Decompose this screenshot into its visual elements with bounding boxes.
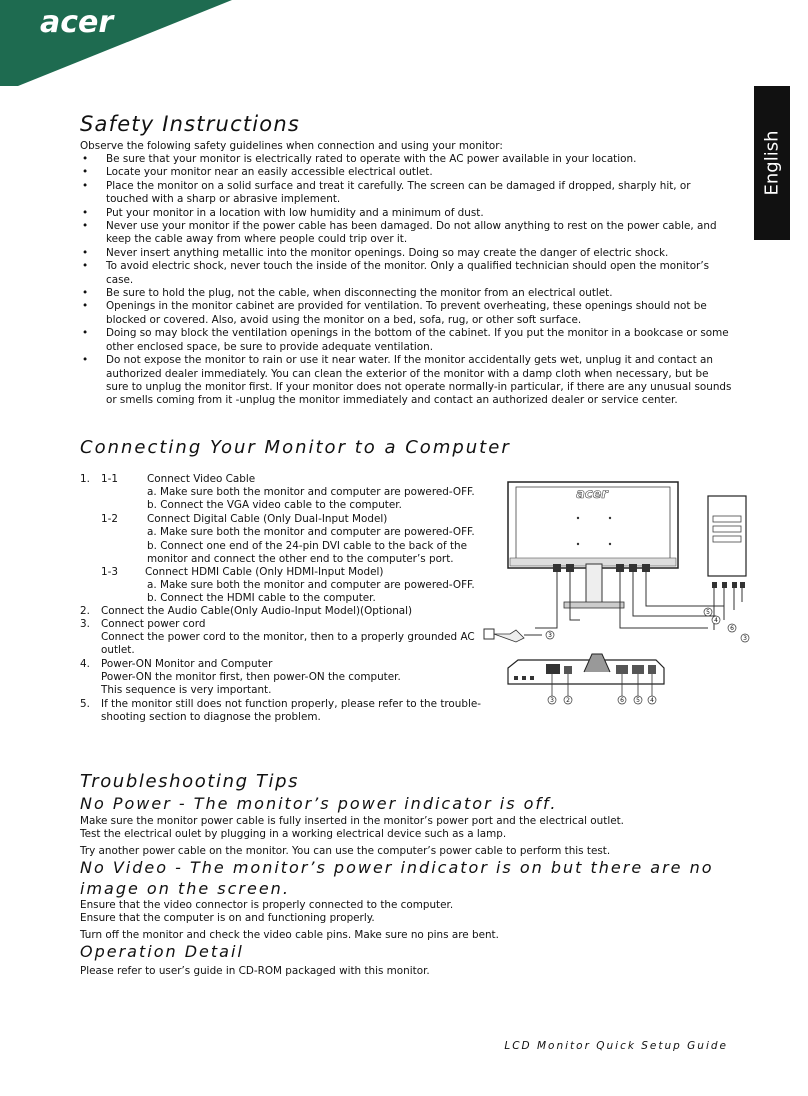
callout-label: 4 bbox=[650, 697, 654, 704]
monitor-base bbox=[564, 602, 624, 608]
callout-label: 3 bbox=[550, 697, 554, 704]
step-title: Connect the Audio Cable(Only Audio-Input Model)(Optional) bbox=[101, 605, 413, 617]
safety-item: • Never use your monitor if the power cable has been damaged. Do not allow anything to rest on the power cable, and keep the cable away from where people could trip over it. bbox=[80, 220, 732, 247]
callout-label: 2 bbox=[566, 697, 570, 704]
safety-item: • To avoid electric shock, never touch the inside of the monitor. Only a qualified technician should open the monitor’s case. bbox=[80, 260, 732, 287]
safety-list bbox=[80, 153, 732, 408]
language-tab-label: English bbox=[761, 130, 783, 196]
callout-label: 6 bbox=[620, 697, 624, 704]
monitor-stand bbox=[586, 564, 602, 604]
substep-number: 1-3 bbox=[101, 566, 118, 578]
footer-guide-title: LCD Monitor Quick Setup Guide bbox=[504, 1040, 728, 1052]
substep-number: 1-1 bbox=[101, 473, 118, 485]
step-detail: Power-ON the monitor first, then power-ON the computer. bbox=[101, 671, 401, 683]
substep-detail: a. Make sure both the monitor and computer are powered-OFF. bbox=[147, 526, 475, 538]
substep-detail: a. Make sure both the monitor and computer are powered-OFF. bbox=[147, 579, 475, 591]
callout-label: 6 bbox=[730, 625, 734, 632]
substep-title: Connect HDMI Cable (Only HDMI-Input Model) bbox=[145, 566, 384, 578]
no-power-heading: No Power - The monitor’s power indicator is off. bbox=[80, 794, 558, 813]
no-power-line: Make sure the monitor power cable is fully inserted in the monitor’s power port and the electrical outlet. bbox=[80, 815, 624, 827]
no-video-line: Ensure that the video connector is properly connected to the computer. bbox=[80, 899, 454, 911]
no-power-line: Try another power cable on the monitor. You can use the computer’s power cable to perform this test. bbox=[80, 845, 611, 857]
step-number: 4. bbox=[80, 658, 90, 670]
safety-item: • Put your monitor in a location with low humidity and a minimum of dust. bbox=[80, 207, 732, 220]
callout-label: 5 bbox=[706, 609, 710, 616]
substep-title: Connect Digital Cable (Only Dual-Input Model) bbox=[147, 513, 388, 525]
step-number: 1. bbox=[80, 473, 90, 485]
substep-number: 1-2 bbox=[101, 513, 118, 525]
no-video-line: Turn off the monitor and check the video cable pins. Make sure no pins are bent. bbox=[80, 929, 499, 941]
callout-label: 5 bbox=[636, 697, 640, 704]
step-title: Connect power cord bbox=[101, 618, 206, 630]
callout-label: 3 bbox=[548, 632, 552, 639]
connecting-title: Connecting Your Monitor to a Computer bbox=[80, 437, 511, 458]
substep-detail: b. Connect one end of the 24-pin DVI cable to the back of the bbox=[147, 540, 468, 552]
step-detail: outlet. bbox=[101, 644, 135, 656]
step-detail: Connect the power cord to the monitor, then to a properly grounded AC bbox=[101, 631, 475, 643]
step-number: 3. bbox=[80, 618, 90, 630]
no-power-line: Test the electrical oulet by plugging in a working electrical device such as a lamp. bbox=[80, 828, 507, 840]
power-plug bbox=[484, 629, 494, 639]
safety-item: • Place the monitor on a solid surface and treat it carefully. The screen can be damaged if dropped, sharply hit, or touched with a sharp or abrasive implement. bbox=[80, 180, 732, 207]
no-video-line: Ensure that the computer is on and functioning properly. bbox=[80, 912, 375, 924]
safety-item: • Openings in the monitor cabinet are provided for ventilation. To prevent overheating, these openings should not be blocked or covered. Also, avoid using the monitor on a bed, sofa, rug, or other soft surface. bbox=[80, 300, 732, 327]
callout-label: 4 bbox=[714, 617, 718, 624]
safety-intro: Observe the folowing safety guidelines when connection and using your monitor: bbox=[80, 140, 503, 152]
safety-item: • Do not expose the monitor to rain or use it near water. If the monitor accidentally gets wet, unplug it and contact an authorized dealer immediately. You can clean the exterior of the monitor with a damp cloth when necessary, but be sure to unplug the monitor first. If your monitor does not operate normally-in particular, if there are any unusual sounds or smells coming from it -unplug the monitor immediately and contact an authorized dealer or service center. bbox=[80, 354, 732, 408]
step-detail: shooting section to diagnose the problem. bbox=[101, 711, 321, 723]
callout-label: 3 bbox=[743, 635, 747, 642]
connection-diagram bbox=[480, 478, 760, 713]
step-detail: This sequence is very important. bbox=[101, 684, 272, 696]
acer-logo-band bbox=[0, 0, 240, 88]
safety-item: • Locate your monitor near an easily accessible electrical outlet. bbox=[80, 166, 732, 179]
substep-detail: b. Connect the VGA video cable to the computer. bbox=[147, 499, 402, 511]
safety-item: • Doing so may block the ventilation openings in the bottom of the cabinet. If you put the monitor in a bookcase or some other enclosed space, be sure to provide adequate ventilation. bbox=[80, 327, 732, 354]
monitor-brand-text: acer bbox=[576, 487, 608, 502]
acer-logo: acer bbox=[40, 5, 114, 40]
operation-heading: Operation Detail bbox=[80, 942, 244, 961]
substep-detail: b. Connect the HDMI cable to the computer. bbox=[147, 592, 376, 604]
substep-title: Connect Video Cable bbox=[147, 473, 256, 485]
no-video-heading: image on the screen. bbox=[80, 879, 290, 898]
substep-detail: monitor and connect the other end to the computer’s port. bbox=[147, 553, 454, 565]
troubleshooting-title: Troubleshooting Tips bbox=[80, 771, 300, 792]
no-video-heading: No Video - The monitor’s power indicator is on but there are no bbox=[80, 858, 714, 877]
step-number: 2. bbox=[80, 605, 90, 617]
operation-line: Please refer to user’s guide in CD-ROM packaged with this monitor. bbox=[80, 965, 430, 977]
safety-title: Safety Instructions bbox=[80, 112, 300, 136]
safety-item: • Be sure to hold the plug, not the cable, when disconnecting the monitor from an electrical outlet. bbox=[80, 287, 732, 300]
language-tab bbox=[754, 86, 790, 240]
substep-detail: a. Make sure both the monitor and computer are powered-OFF. bbox=[147, 486, 475, 498]
step-title: Power-ON Monitor and Computer bbox=[101, 658, 273, 670]
safety-item: • Never insert anything metallic into the monitor openings. Doing so may create the danger of electric shock. bbox=[80, 247, 732, 260]
step-number: 5. bbox=[80, 698, 90, 710]
step-detail: If the monitor still does not function properly, please refer to the trouble- bbox=[101, 698, 482, 710]
safety-item: • Be sure that your monitor is electrically rated to operate with the AC power available in your location. bbox=[80, 153, 732, 166]
